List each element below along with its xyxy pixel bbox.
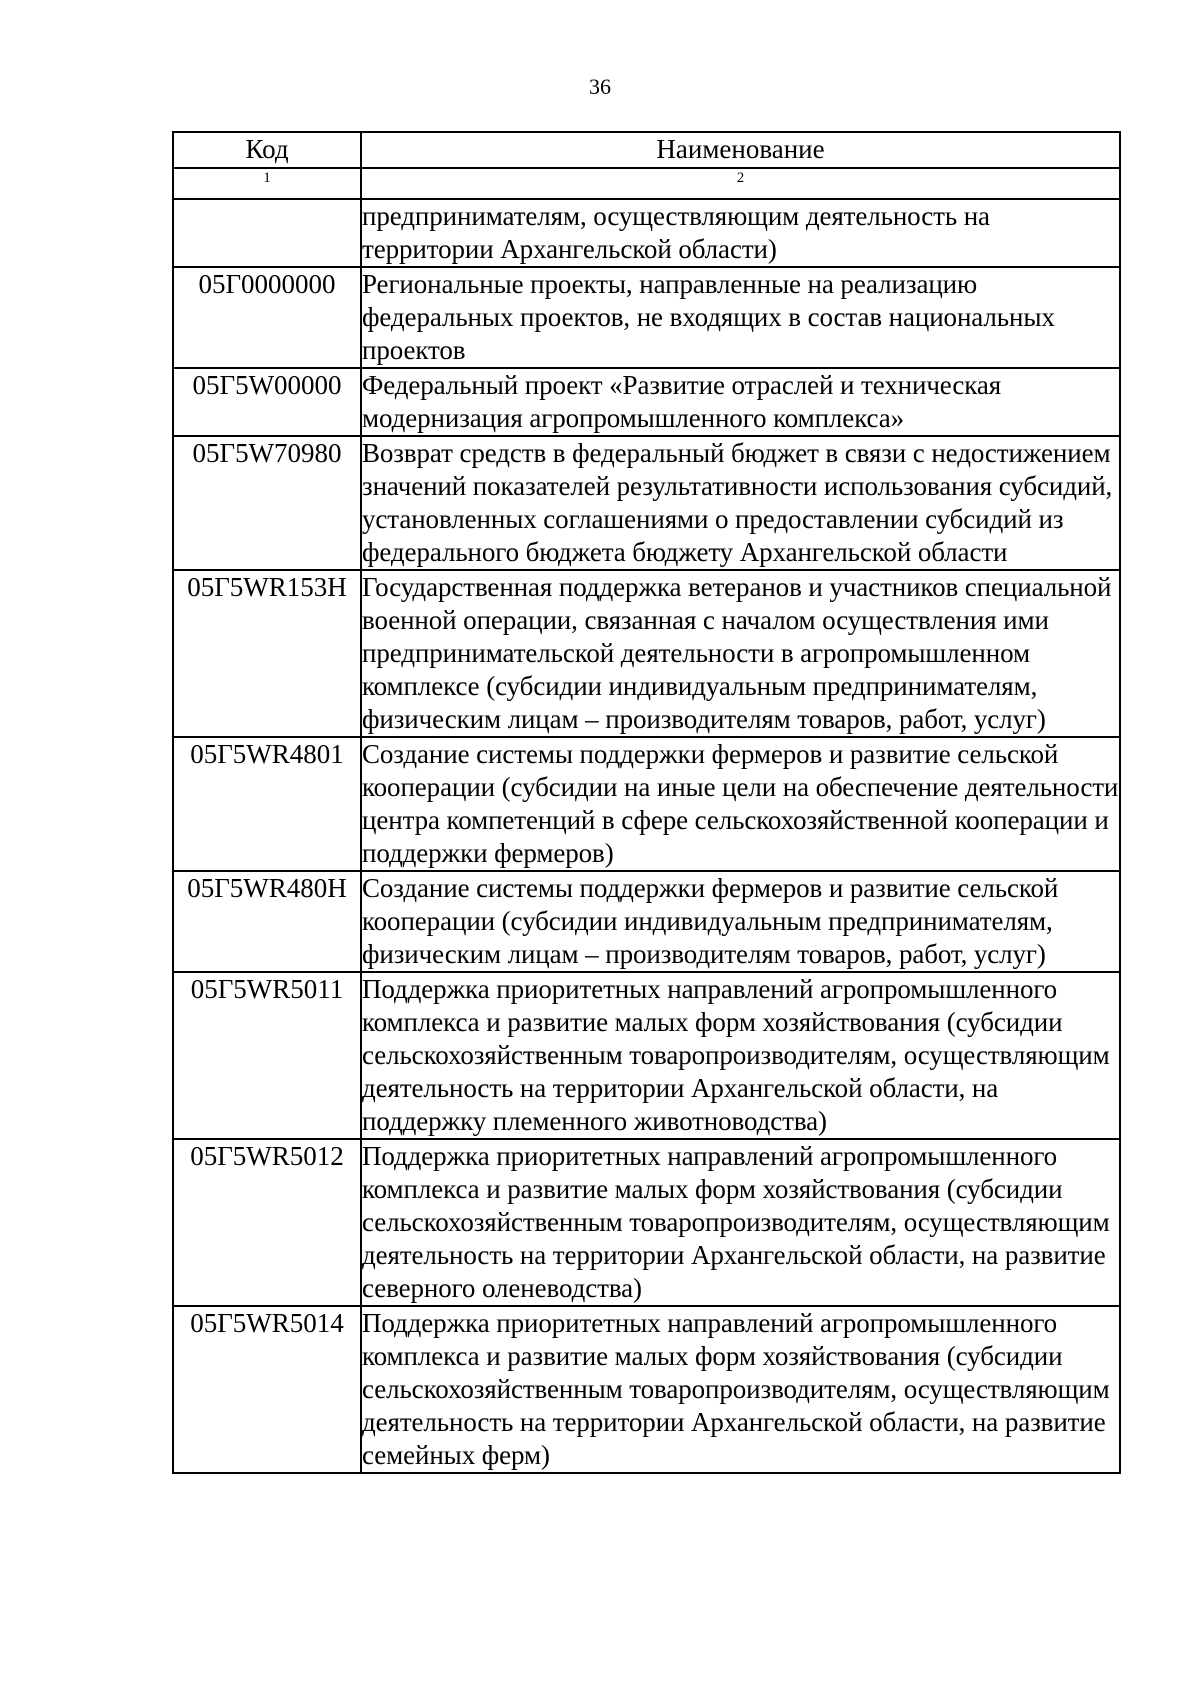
column-number-row [173,168,1120,199]
row-name: предпринимателям, осуществляющим деятельность на территории Архангельской области) [361,199,1120,267]
table-row [173,570,1120,737]
row-name: Поддержка приоритетных направлений агропромышленного комплекса и развитие малых форм хозяйствования (субсидии сельскохозяйственным товаропроизводителям, осуществляющим деятельность на территории Архангельской области, на развитие семейных ферм) [361,1306,1120,1473]
column-number-name: 2 [361,168,1120,199]
row-code: 05Г5WR5014 [173,1306,361,1473]
row-name: Поддержка приоритетных направлений агропромышленного комплекса и развитие малых форм хозяйствования (субсидии сельскохозяйственным товаропроизводителям, осуществляющим деятельность на территории Архангельской области, на развитие северного оленеводства) [361,1139,1120,1306]
row-name: Поддержка приоритетных направлений агропромышленного комплекса и развитие малых форм хозяйствования (субсидии сельскохозяйственным товаропроизводителям, осуществляющим деятельность на территории Архангельской области, на поддержку племенного животноводства) [361,972,1120,1139]
row-name: Государственная поддержка ветеранов и участников специальной военной операции, связанная с началом осуществления ими предпринимательской деятельности в агропромышленном комплексе (субсидии индивидуальным предпринимателям, физическим лицам – производителям товаров, работ, услуг) [361,570,1120,737]
row-code: 05Г5WR153Н [173,570,361,737]
row-name: Региональные проекты, направленные на реализацию федеральных проектов, не входящих в состав национальных проектов [361,267,1120,368]
row-name: Возврат средств в федеральный бюджет в связи с недостижением значений показателей результативности использования субсидий, установленных соглашениями о предоставлении субсидий из федерального бюджета бюджету Архангельской области [361,436,1120,570]
table-row [173,199,1120,267]
row-code: 05Г5WR4801 [173,737,361,871]
budget-code-table [172,131,1121,1474]
table-row [173,972,1120,1139]
header-code: Код [173,132,361,168]
column-number-code: 1 [173,168,361,199]
row-name: Создание системы поддержки фермеров и развитие сельской кооперации (субсидии на иные цели на обеспечение деятельности центра компетенций в сфере сельскохозяйственной кооперации и поддержки фермеров) [361,737,1120,871]
table-row [173,871,1120,972]
row-code [173,199,361,267]
table-row [173,368,1120,436]
header-name: Наименование [361,132,1120,168]
table-row [173,737,1120,871]
row-code: 05Г0000000 [173,267,361,368]
row-code: 05Г5WR5011 [173,972,361,1139]
page-number: 36 [589,74,611,99]
row-name: Создание системы поддержки фермеров и развитие сельской кооперации (субсидии индивидуальным предпринимателям, физическим лицам – производителям товаров, работ, услуг) [361,871,1120,972]
row-name: Федеральный проект «Развитие отраслей и техническая модернизация агропромышленного комплекса» [361,368,1120,436]
row-code: 05Г5WR480Н [173,871,361,972]
table-row [173,1306,1120,1473]
table-row [173,436,1120,570]
table-header-row [173,132,1120,168]
table-row [173,1139,1120,1306]
table-row [173,267,1120,368]
row-code: 05Г5W00000 [173,368,361,436]
row-code: 05Г5W70980 [173,436,361,570]
row-code: 05Г5WR5012 [173,1139,361,1306]
